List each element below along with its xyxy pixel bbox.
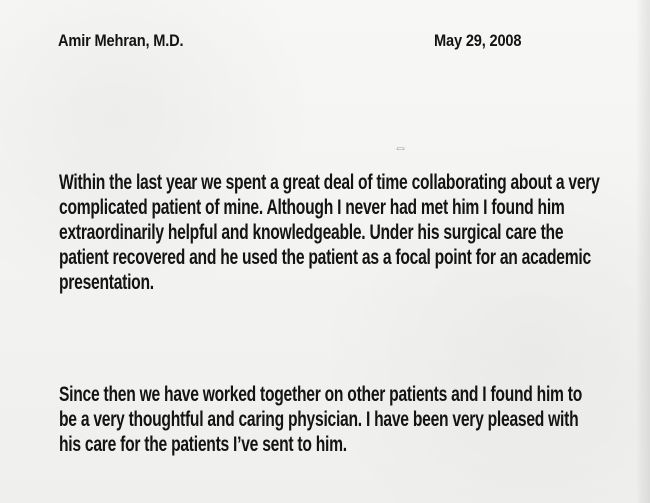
author-name: Amir Mehran, M.D. <box>58 31 184 50</box>
letter-paragraph-1 <box>59 170 600 295</box>
paragraph-1-line-5: presentation. <box>59 271 154 294</box>
paragraph-1-line-1: Within the last year we spent a great deal of time collaborating about a very <box>59 171 600 194</box>
paragraph-1-line-3: extraordinarily helpful and knowledgeable. Under his surgical care the <box>59 221 564 244</box>
paragraph-1-line-4: patient recovered and he used the patient as a focal point for an academic <box>59 246 591 269</box>
paragraph-2-line-2: be a very thoughtful and caring physician. I have been very pleased with <box>59 408 579 431</box>
paragraph-2-line-3: his care for the patients I’ve sent to him. <box>59 433 347 456</box>
scan-mark: ▭ <box>396 145 406 153</box>
paragraph-1-line-2: complicated patient of mine. Although I never had met him I found him <box>59 196 565 219</box>
letter-paragraph-2 <box>59 382 582 457</box>
page-edge-shadow <box>636 0 650 503</box>
paragraph-2-line-1: Since then we have worked together on other patients and I found him to <box>59 383 583 406</box>
letter-date: May 29, 2008 <box>434 31 522 50</box>
